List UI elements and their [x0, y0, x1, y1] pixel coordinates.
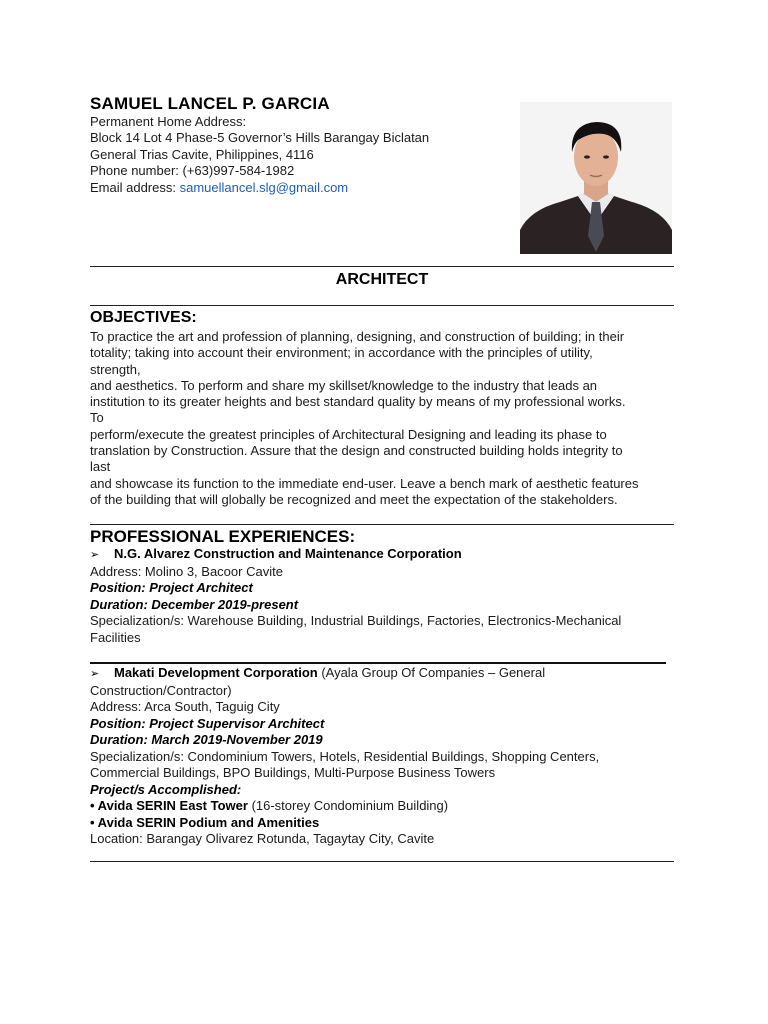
- objective-line: last: [90, 459, 111, 475]
- email-label: Email address:: [90, 179, 180, 195]
- project-note: (16-storey Condominium Building): [247, 798, 449, 813]
- project-name: • Avida SERIN East Tower: [90, 798, 248, 813]
- company-address: Address: Arca South, Taguig City: [90, 699, 280, 714]
- divider-top: [90, 266, 674, 267]
- objective-line: and showcase its function to the immediate end-user. Leave a bench mark of aesthetic features: [90, 475, 639, 491]
- specialization-line: Commercial Buildings, BPO Buildings, Multi-Purpose Business Towers: [90, 765, 496, 780]
- address-label: Permanent Home Address:: [90, 114, 247, 129]
- objective-line: of the building that will globally be recognized and meet the expectation of the stakeholders.: [90, 491, 618, 507]
- divider-title: [90, 305, 674, 306]
- specialization-line: Specialization/s: Condominium Towers, Hotels, Residential Buildings, Shopping Centers,: [90, 748, 600, 764]
- company-name: N.G. Alvarez Construction and Maintenance Corporation: [114, 546, 462, 561]
- email-row: [90, 180, 510, 196]
- experience-heading: PROFESSIONAL EXPERIENCES:: [90, 527, 356, 546]
- job-entry-2: [90, 665, 680, 848]
- objectives-text: [90, 329, 680, 508]
- company-note-continued: Construction/Contractor): [90, 682, 232, 698]
- objectives-heading: OBJECTIVES:: [90, 309, 197, 326]
- divider-objectives: [90, 524, 674, 525]
- divider-job: [90, 662, 666, 664]
- duration: Duration: December 2019-present: [90, 596, 299, 612]
- job-entry-1: [90, 546, 680, 646]
- position: Position: Project Supervisor Architect: [90, 715, 325, 731]
- specialization-line: Facilities: [90, 629, 141, 645]
- applicant-name: SAMUEL LANCEL P. GARCIA: [90, 94, 330, 113]
- objective-line: translation by Construction. Assure that the design and constructed building holds integrity to: [90, 443, 623, 459]
- objective-line: strength,: [90, 361, 141, 377]
- divider-bottom: [90, 861, 674, 862]
- objective-line: institution to its greater heights and best standard quality by means of my professional works.: [90, 394, 626, 410]
- position: Position: Project Architect: [90, 580, 253, 595]
- projects-label: Project/s Accomplished:: [90, 781, 242, 797]
- address-line-2: General Trias Cavite, Philippines, 4116: [90, 146, 314, 162]
- company-address: Address: Molino 3, Bacoor Cavite: [90, 563, 283, 579]
- profile-photo: [520, 102, 672, 254]
- company-note: (Ayala Group Of Companies – General: [317, 665, 546, 680]
- arrow-bullet-icon: ➢: [90, 549, 100, 561]
- objective-line: To practice the art and profession of planning, designing, and construction of building; in their: [90, 329, 625, 344]
- project-name: • Avida SERIN Podium and Amenities: [90, 814, 320, 830]
- job-title: ARCHITECT: [335, 271, 429, 288]
- objective-line: To: [90, 410, 104, 426]
- specialization-line: Specialization/s: Warehouse Building, Industrial Buildings, Factories, Electronics-Mechanical: [90, 613, 622, 628]
- duration: Duration: March 2019-November 2019: [90, 732, 323, 747]
- objective-line: and aesthetics. To perform and share my skillset/knowledge to the industry that leads an: [90, 377, 598, 393]
- email-link[interactable]: samuellancel.slg@gmail.com: [179, 179, 349, 195]
- phone-number: Phone number: (+63)997-584-1982: [90, 163, 295, 179]
- company-name: Makati Development Corporation: [114, 665, 318, 680]
- objective-line: perform/execute the greatest principles of Architectural Designing and leading its phase to: [90, 426, 607, 442]
- arrow-bullet-icon: ➢: [90, 668, 100, 680]
- address-line-1: Block 14 Lot 4 Phase-5 Governor’s Hills Barangay Biclatan: [90, 130, 430, 146]
- contact-block: [90, 114, 510, 196]
- objective-line: totality; taking into account their environment; in accordance with the principles of utility,: [90, 345, 593, 361]
- project-location: Location: Barangay Olivarez Rotunda, Tagaytay City, Cavite: [90, 831, 435, 846]
